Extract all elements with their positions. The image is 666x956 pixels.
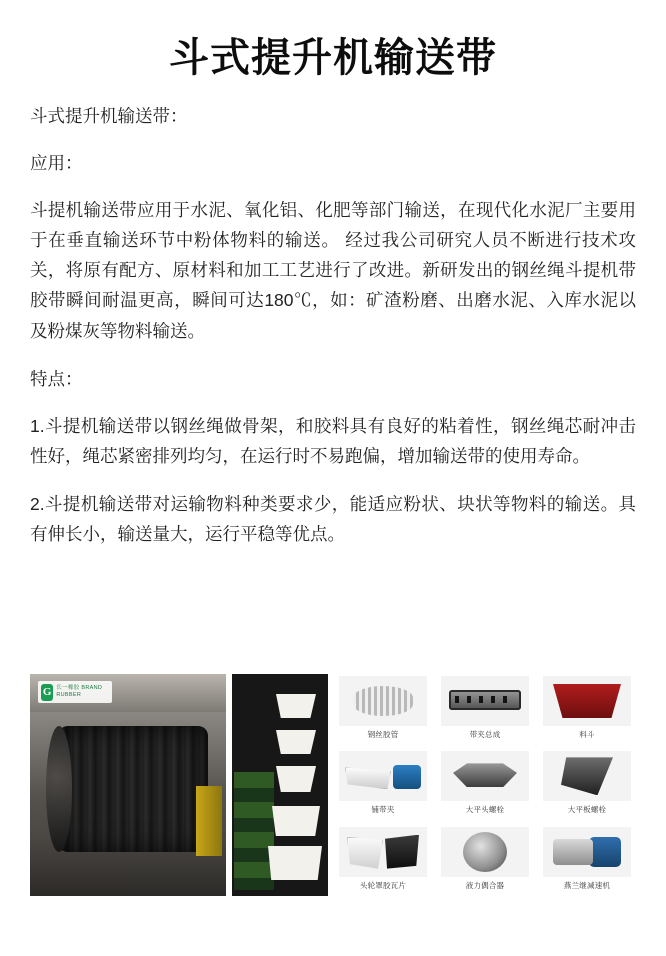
product-image — [339, 827, 427, 877]
bucket-item — [276, 694, 316, 718]
page-title: 斗式提升机输送带 — [169, 36, 497, 80]
product-caption: 大平板螺栓 — [567, 805, 607, 815]
product-image — [441, 676, 529, 726]
product-cell — [436, 674, 534, 745]
bucket-item — [276, 730, 316, 754]
product-caption: 带夹总成 — [469, 730, 501, 739]
paragraph-application: 斗提机输送带应用于水泥、氧化铝、化肥等部门输送，在现代化水泥厂主要用于在垂直输送环节中粉体物料的输送。 经过我公司研究人员不断进行技术攻关，将原有配方、原材料和加工工艺进行了改进。新研发出的钢丝绳斗提机带胶带瞬间耐温更高，瞬间可达180℃，如：矿渣粉磨、出磨水泥、入库水泥以及粉煤灰等物料输送。 — [30, 200, 636, 341]
product-image — [543, 751, 631, 801]
product-cell — [538, 674, 636, 745]
brand-logo — [38, 681, 112, 703]
logo-text: 长一橡胶 BRAND RUBBER — [56, 685, 103, 698]
product-caption: 燕兰继减速机 — [563, 880, 611, 890]
product-image — [543, 827, 631, 877]
product-thumbnail-grid — [334, 674, 636, 896]
paragraph-intro: 斗式提升机输送带： — [30, 106, 188, 126]
green-machine-frame — [234, 772, 274, 890]
document-page — [0, 26, 666, 956]
product-cell — [436, 825, 534, 896]
product-cell — [538, 825, 636, 896]
document-body — [30, 101, 636, 549]
photo-conveyor-belt-roll — [30, 674, 226, 896]
bucket-item — [272, 806, 320, 836]
product-cell — [538, 749, 636, 820]
product-caption: 头轮罩胶瓦片 — [359, 880, 407, 890]
photo-elevator-buckets — [232, 674, 328, 896]
bucket-item — [276, 766, 316, 792]
yellow-machine-part — [196, 786, 222, 856]
product-image — [339, 751, 427, 801]
product-cell — [334, 674, 432, 745]
logo-mark-icon: G — [41, 684, 53, 701]
product-caption: 铺带夹 — [371, 805, 395, 815]
product-image — [441, 751, 529, 801]
belt-roll — [58, 726, 208, 852]
product-caption: 液力偶合器 — [465, 880, 505, 890]
bucket-item — [268, 846, 322, 880]
product-image — [441, 827, 529, 877]
paragraph-feature-2: 2.斗提机输送带对运输物料种类要求少，能适应粉状、块状等物料的输送。具有伸长小，输送量大，运行平稳等优点。 — [30, 493, 636, 545]
paragraph-feature-1: 1.斗提机输送带以钢丝绳做骨架，和胶料具有良好的粘着性，钢丝绳芯耐冲击性好，绳芯紧密排列均匀，在运行时不易跑偏，增加输送带的使用寿命。 — [30, 415, 636, 466]
heading-features: 特点： — [30, 368, 83, 389]
heading-application: 应用： — [30, 153, 83, 174]
product-caption: 料斗 — [579, 730, 595, 739]
product-cell — [334, 749, 432, 820]
product-image — [339, 676, 427, 726]
product-image — [543, 676, 631, 726]
product-caption: 大平头螺栓 — [465, 805, 505, 815]
product-cell — [436, 749, 534, 820]
product-caption: 钢丝胶管 — [367, 730, 399, 739]
product-image-gallery — [30, 674, 636, 896]
product-cell — [334, 825, 432, 896]
